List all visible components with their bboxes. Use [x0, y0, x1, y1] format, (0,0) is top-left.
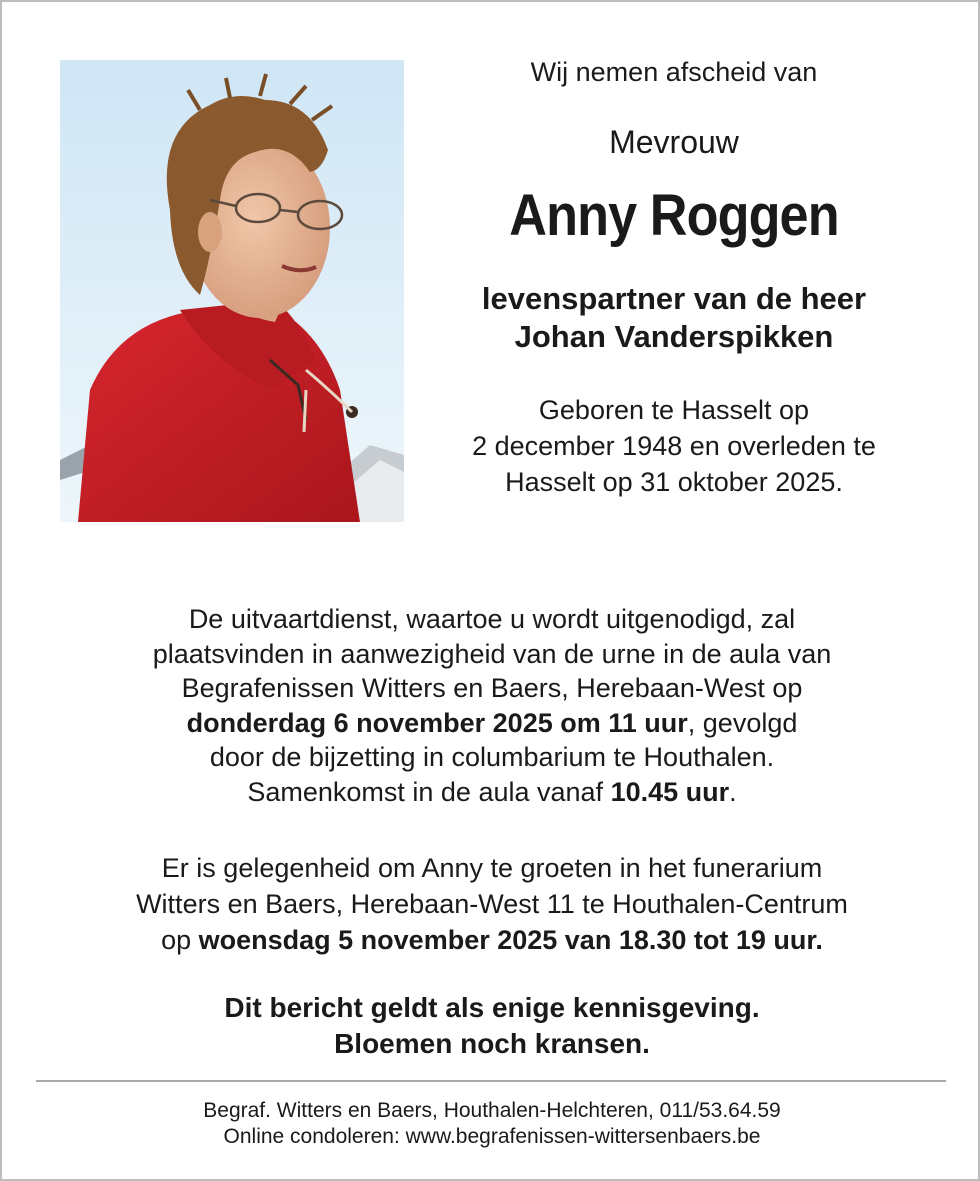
service-line-5: door de bijzetting in columbarium te Houthalen.: [209, 742, 775, 772]
gathering-time: 10.45 uur: [610, 776, 730, 807]
visit-line-3: [42, 922, 942, 958]
service-line-2: plaatsvinden in aanwezigheid van de urne in de aula van: [152, 638, 832, 669]
partner-info: [426, 280, 922, 356]
visitation-details: [42, 850, 942, 958]
notice-line-2: Bloemen noch kransen.: [334, 1028, 650, 1059]
deceased-name: Anny Roggen: [509, 183, 839, 248]
gathering-text: Samenkomst in de aula vanaf: [247, 776, 611, 807]
header-column: [426, 52, 922, 500]
service-line-1: De uitvaartdienst, waartoe u wordt uitgenodigd, zal: [188, 604, 796, 634]
visit-date: woensdag 5 november 2025 van 18.30 tot 19 uur.: [198, 925, 823, 955]
birth-death-info: [426, 392, 922, 500]
service-line-3: Begrafenissen Witters en Baers, Herebaan-West op: [181, 673, 803, 703]
notice: [42, 990, 942, 1062]
service-date: donderdag 6 november 2025 om 11 uur: [186, 707, 688, 738]
portrait-illustration: [60, 60, 404, 522]
born-line-2: 2 december 1948 en overleden te: [472, 431, 876, 461]
funeral-home-contact: Begraf. Witters en Baers, Houthalen-Helchteren, 011/53.64.59: [203, 1099, 781, 1122]
visit-line-3-pre: op: [161, 925, 199, 955]
gathering-period: .: [729, 776, 737, 807]
born-line-3: Hasselt op 31 oktober 2025.: [505, 467, 843, 497]
service-line-4: [42, 706, 942, 741]
visit-line-2: Witters en Baers, Herebaan-West 11 te Houthalen-Centrum: [136, 889, 848, 919]
intro-text: Wij nemen afscheid van: [530, 57, 818, 87]
partner-line-2: Johan Vanderspikken: [514, 319, 834, 354]
visit-line-1: Er is gelegenheid om Anny te groeten in het funerarium: [161, 853, 823, 883]
notice-line-1: Dit bericht geldt als enige kennisgeving.: [224, 992, 760, 1023]
service-line-4-rest: , gevolgd: [687, 707, 798, 738]
partner-line-1: levenspartner van de heer: [481, 281, 867, 316]
footer-divider: [36, 1080, 946, 1082]
service-details: [42, 602, 942, 809]
footer: [42, 1098, 942, 1150]
online-condolence-link[interactable]: Online condoleren: www.begrafenissen-wittersenbaers.be: [223, 1125, 761, 1148]
service-line-6: [42, 775, 942, 810]
born-line-1: Geboren te Hasselt op: [538, 395, 810, 425]
portrait-photo: [60, 60, 404, 522]
honorific: Mevrouw: [609, 124, 739, 160]
